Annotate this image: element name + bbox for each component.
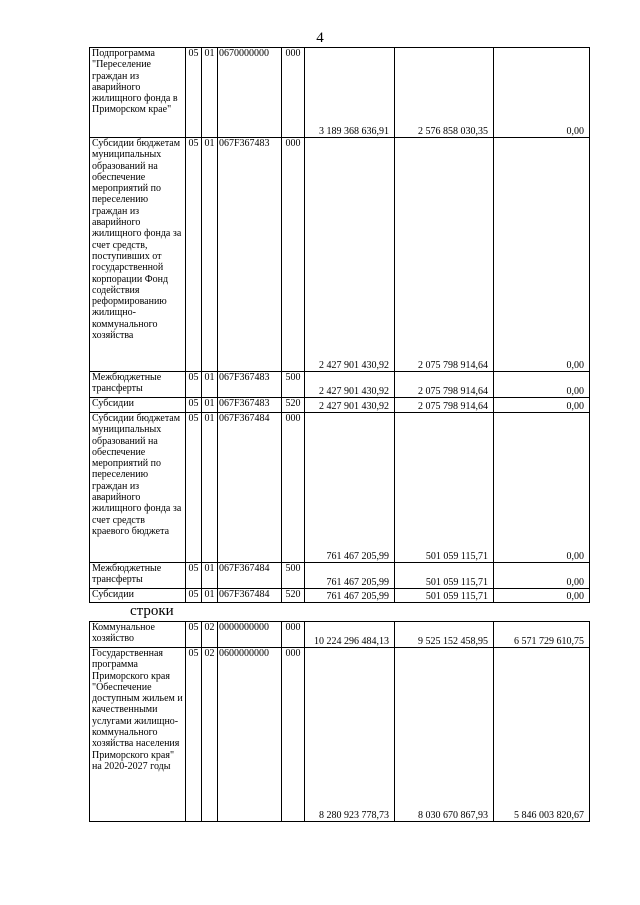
expense-type: 000 — [282, 648, 305, 822]
section-code: 05 — [186, 622, 202, 648]
amount-year-2: 501 059 115,71 — [395, 413, 494, 563]
amount-year-3: 0,00 — [494, 138, 590, 372]
row-name: Субсидии бюджетам муниципальных образований на обеспечение мероприятий по переселению граждан из аварийного жилищного фонда за счет средств, поступивших от государственной корпорации Фонд содействия реформированию жилищно-коммунального хозяйства — [90, 138, 186, 372]
expense-type: 500 — [282, 563, 305, 589]
section-code: 05 — [186, 398, 202, 413]
target-article: 0000000000 — [218, 622, 282, 648]
section-code: 05 — [186, 563, 202, 589]
target-article: 067F367483 — [218, 372, 282, 398]
section-code: 05 — [186, 589, 202, 603]
amount-year-3: 0,00 — [494, 48, 590, 138]
page-number: 4 — [316, 30, 324, 46]
amount-year-1: 761 467 205,99 — [305, 413, 395, 563]
row-name: Коммунальное хозяйство — [90, 622, 186, 648]
target-article: 067F367484 — [218, 563, 282, 589]
table-row — [90, 622, 590, 648]
expense-type: 000 — [282, 413, 305, 563]
amount-year-3: 0,00 — [494, 372, 590, 398]
expense-type: 000 — [282, 622, 305, 648]
section-code: 05 — [186, 48, 202, 138]
row-name: Субсидии бюджетам муниципальных образований на обеспечение мероприятий по переселению граждан из аварийного жилищного фонда за счет средств краевого бюджета — [90, 413, 186, 563]
expense-type: 520 — [282, 398, 305, 413]
expense-type: 000 — [282, 48, 305, 138]
amount-year-3: 0,00 — [494, 563, 590, 589]
amount-year-3: 0,00 — [494, 413, 590, 563]
amount-year-1: 2 427 901 430,92 — [305, 398, 395, 413]
amount-year-2: 501 059 115,71 — [395, 563, 494, 589]
amount-year-2: 2 075 798 914,64 — [395, 398, 494, 413]
amount-year-1: 8 280 923 778,73 — [305, 648, 395, 822]
budget-table-top — [89, 47, 590, 603]
amount-year-3: 6 571 729 610,75 — [494, 622, 590, 648]
table-row — [90, 413, 590, 563]
amount-year-2: 2 075 798 914,64 — [395, 138, 494, 372]
target-article: 067F367484 — [218, 589, 282, 603]
target-article: 067F367483 — [218, 398, 282, 413]
row-name: Субсидии — [90, 398, 186, 413]
subsection-code: 01 — [202, 138, 218, 372]
target-article: 0670000000 — [218, 48, 282, 138]
amount-year-2: 2 576 858 030,35 — [395, 48, 494, 138]
table-row — [90, 563, 590, 589]
expense-type: 520 — [282, 589, 305, 603]
section-code: 05 — [186, 372, 202, 398]
row-name: Межбюджетные трансферты — [90, 372, 186, 398]
amount-year-2: 2 075 798 914,64 — [395, 372, 494, 398]
section-code: 05 — [186, 138, 202, 372]
table-row — [90, 48, 590, 138]
target-article: 067F367484 — [218, 413, 282, 563]
row-name: Субсидии — [90, 589, 186, 603]
table-row — [90, 372, 590, 398]
amount-year-3: 5 846 003 820,67 — [494, 648, 590, 822]
target-article: 0600000000 — [218, 648, 282, 822]
row-name: Подпрограмма "Переселение граждан из аварийного жилищного фонда в Приморском крае" — [90, 48, 186, 138]
table-row — [90, 648, 590, 822]
section-code: 05 — [186, 413, 202, 563]
subsection-code: 01 — [202, 398, 218, 413]
amount-year-1: 761 467 205,99 — [305, 589, 395, 603]
aside-label: строки — [130, 603, 174, 619]
subsection-code: 01 — [202, 372, 218, 398]
amount-year-3: 0,00 — [494, 589, 590, 603]
subsection-code: 02 — [202, 648, 218, 822]
amount-year-1: 2 427 901 430,92 — [305, 372, 395, 398]
target-article: 067F367483 — [218, 138, 282, 372]
section-code: 05 — [186, 648, 202, 822]
amount-year-2: 8 030 670 867,93 — [395, 648, 494, 822]
amount-year-3: 0,00 — [494, 398, 590, 413]
budget-table-bottom — [89, 621, 590, 822]
row-name: Межбюджетные трансферты — [90, 563, 186, 589]
subsection-code: 02 — [202, 622, 218, 648]
subsection-code: 01 — [202, 563, 218, 589]
subsection-code: 01 — [202, 48, 218, 138]
amount-year-1: 2 427 901 430,92 — [305, 138, 395, 372]
expense-type: 000 — [282, 138, 305, 372]
table-row — [90, 589, 590, 603]
table-row — [90, 398, 590, 413]
amount-year-2: 9 525 152 458,95 — [395, 622, 494, 648]
subsection-code: 01 — [202, 589, 218, 603]
amount-year-2: 501 059 115,71 — [395, 589, 494, 603]
table-row — [90, 138, 590, 372]
row-name: Государственная программа Приморского края "Обеспечение доступным жильем и качественными услугами жилищно-коммунального хозяйства населения Приморского края" на 2020-2027 годы — [90, 648, 186, 822]
amount-year-1: 3 189 368 636,91 — [305, 48, 395, 138]
expense-type: 500 — [282, 372, 305, 398]
subsection-code: 01 — [202, 413, 218, 563]
amount-year-1: 761 467 205,99 — [305, 563, 395, 589]
amount-year-1: 10 224 296 484,13 — [305, 622, 395, 648]
